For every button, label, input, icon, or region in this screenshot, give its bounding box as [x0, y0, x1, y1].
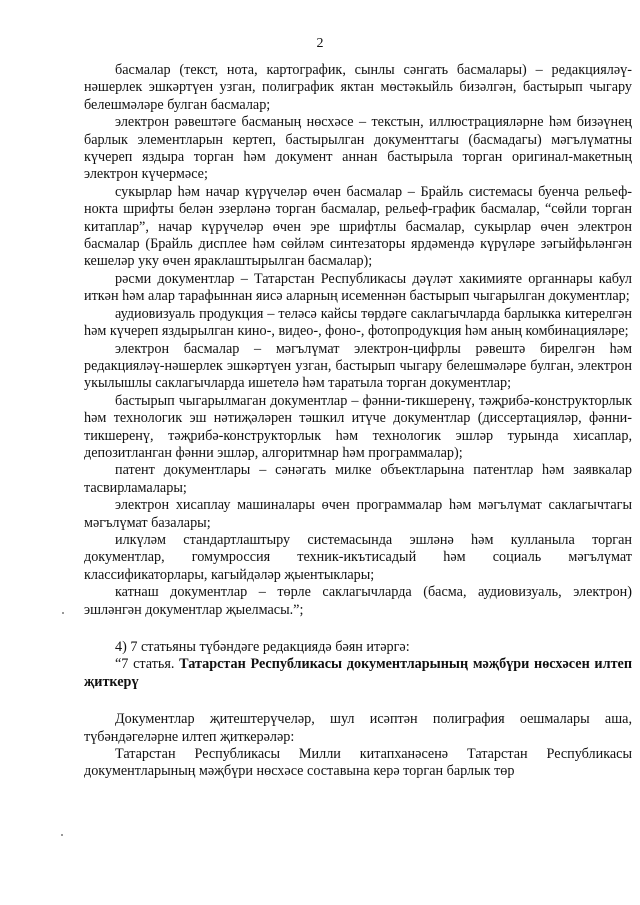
- paragraph: аудиовизуаль продукция – теләсә кайсы төрдәге саклагычларда барлыкка китерелгән һәм күчереп яздырылган кино-, видео-, фоно-, фотопродукция һәм аның комбинацияләре;: [84, 305, 632, 340]
- paragraph: илкүләм стандартлаштыру системасында эшләнә һәм кулланыла торган документлар, гомумроссия техник-икътисадый һәм социаль мәгълүмат классификаторлары, кагыйдәләр җыентыклары;: [84, 531, 632, 583]
- paragraph: рәсми документлар – Татарстан Республикасы дәүләт хакимияте органнары кабул иткән һәм алар тарафыннан яисә аларның исеменнән бастырып чыгарылган документлар;: [84, 270, 632, 305]
- document-body: [84, 62, 632, 781]
- article-heading: [84, 656, 632, 691]
- amendment-intro: 4) 7 статьяны түбәндәге редакциядә бәян итәргә:: [115, 639, 410, 655]
- paragraph: бастырып чыгарылмаган документлар – фәнни-тикшеренү, тәҗрибә-конструкторлык һәм технологик эш нәтиҗәләрен тәшкил итүче документлар (диссертацияләр, фәнни-тикшеренү, тәҗрибә-конструкторлык һәм технологик эшләр турында хисаплар, депозитланган фәнни эшләр, алгоритмнар һәм программалар);: [84, 392, 632, 461]
- paragraph: катнаш документлар – төрле саклагычларда (басма, аудиовизуаль, электрон) эшләнгән документлар җыелмасы.”;: [84, 584, 632, 618]
- article-title: Татарстан Республикасы документларының мәҗбүри нөсхәсен илтеп җиткерү: [84, 656, 633, 690]
- paragraph: Документлар җитештерүчеләр, шул исәптән полиграфия оешмалары аша, түбәндәгеләрне илтеп җиткерәләр:: [84, 711, 632, 745]
- paragraph: электрон рәвештәге басманың нөсхәсе – текстын, иллюстрацияләрне һәм бизәүнең барлык элементларын кертеп, бастырылган документтагы (басмадагы) мәгълүматны күчереп яздыра торган һәм документ аннан бастырыла торган оригинал-макетның электрон күчермәсе;: [84, 114, 632, 183]
- article-prefix: “7 статья.: [115, 656, 175, 673]
- paragraph: патент документлары – сәнәгать милке объектларына патентлар һәм заявкалар тасвирламалары;: [84, 462, 632, 496]
- paragraph: электрон басмалар – мәгълүмат электрон-цифрлы рәвештә бирелгән һәм редакцияләү-нәшерлек эшкәртүен узган, бастырып чыгару белешмәләре булган, электрон укылышлы саклагычларда ишетелә һәм таратыла торган документлар;: [84, 340, 632, 392]
- paragraph: электрон хисаплау машиналары өчен программалар һәм мәгълүмат саклагычтагы мәгълүмат базалары;: [84, 497, 632, 531]
- page-number: 2: [316, 36, 324, 51]
- scan-speck: [61, 834, 63, 836]
- paragraph: сукырлар һәм начар күрүчеләр өчен басмалар – Брайль системасы буенча рельеф-нокта шрифты белән эзерләнә торган басмалар, рельеф-график басмалар, “сөйли торган китаплар”, начар күрүчеләр өчен эре шрифтлы басмалар, сукырлар өчен электрон басмалар (Брайль дисплее һәм сөйләм синтезаторы ярдәмендә күрүләре зәгыйфьләнгән кешеләр уку өчен яраклаштырылган басмалар);: [84, 183, 632, 270]
- spacer: [84, 691, 632, 711]
- spacer: [84, 619, 632, 639]
- paragraph: Татарстан Республикасы Милли китапханәсенә Татарстан Республикасы документларының мәҗбүри нөсхәсе составына керә торган барлык төр: [84, 746, 632, 780]
- paragraph: басмалар (текст, нота, картографик, сынлы сәнгать басмалары) – редакцияләү-нәшерлек эшкәртүен узган, полиграфик яктан мөстәкыйль бизәлгән, бастырып чыгару белешмәләре булган басмалар;: [84, 62, 632, 113]
- scan-speck: [62, 612, 64, 614]
